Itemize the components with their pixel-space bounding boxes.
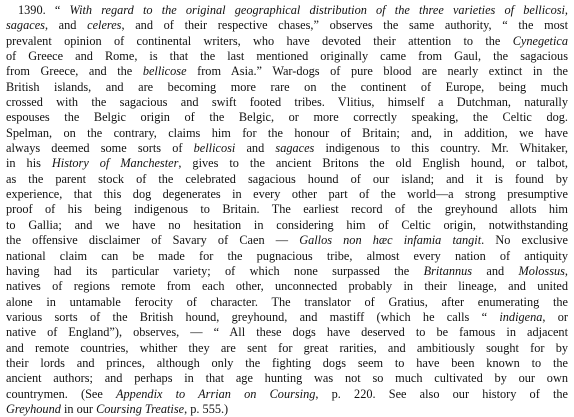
italic-text: Britannus (423, 263, 473, 278)
italic-text: sagaces (6, 18, 45, 33)
text-run: as the parent stock of the celebrated sagacious hound of our island; and it is found by (6, 171, 568, 186)
text-line (6, 387, 568, 402)
text-run: experience, that this dog degenerates in every other part of the world—a strong presumptive (6, 187, 568, 202)
text-run: natives of regions remote from each other, unconnected probably in their lineage, and united (6, 279, 568, 294)
text-run: having had its particular variety; of which none surpassed the (6, 263, 424, 278)
italic-text: With regard to the original geographical distribution of the three varieties of (69, 3, 515, 17)
text-run: “ (54, 3, 70, 17)
text-run: Spelman, on the contrary, claims him for the honour of Britain; and, in addition, we have (6, 125, 568, 140)
text-run (514, 3, 523, 17)
italic-text: Cynegetica (512, 33, 568, 48)
text-run: their lords and princes, although only the fighting dogs seem to have been known to the (6, 355, 568, 370)
text-line (6, 110, 568, 125)
text-line (6, 49, 568, 64)
text-run: British islands, and are becoming more rare on the continent of Europe, being much (6, 79, 568, 94)
text-run: countrymen. (See (6, 386, 117, 401)
text-run: and (235, 141, 276, 156)
text-line (6, 310, 568, 325)
italic-text: Coursing Treatise (96, 401, 185, 416)
text-run: indigenous to this country. Mr. Whitaker, (314, 141, 568, 156)
text-run: various sorts of the British hound, greyhound, and mastiff (which he calls “ (6, 309, 500, 324)
text-line (6, 371, 568, 386)
text-run: ancient authors; and perhaps in that age hunting was not so much cultivated by our own (6, 371, 568, 386)
text-run: national claim can be made for the pugnacious tribe, almost every nation of antiquity (6, 248, 568, 263)
text-run: and remote countries, whither they are sent for great rarities, and ambitiously sought for by (6, 340, 568, 355)
italic-text: Gallos non hæc infamia tangit (299, 233, 482, 248)
text-line (6, 18, 568, 33)
italic-text: sagaces (275, 141, 315, 156)
text-run: , p. 555.) (184, 401, 229, 416)
text-line (6, 279, 568, 294)
text-run: , and of their respective chases,” observes the same authority, “ the most (121, 18, 568, 33)
text-line (6, 341, 568, 356)
text-line (6, 3, 568, 18)
italic-text: Greyhound (6, 401, 61, 416)
text-run: from Asia.” War-dogs of pure blood are nearly extinct in the (186, 64, 568, 79)
text-line (6, 34, 568, 49)
italic-text: bellicose (142, 64, 187, 79)
text-line (6, 356, 568, 371)
text-line (6, 402, 568, 417)
text-run: the offensive disclaimer of Savary of Caen — (6, 233, 300, 248)
text-line (6, 295, 568, 310)
text-line (6, 141, 568, 156)
italic-text: Appendix to Arrian on Coursing (116, 386, 316, 401)
italic-text: indigena (499, 309, 543, 324)
text-run: , gives to the ancient Britons the old English hound, or talbot, (178, 156, 568, 171)
text-line (6, 218, 568, 233)
text-run: , (564, 263, 568, 278)
text-run: of Greece and Rome, is that the last mentioned originally came from Gaul, the sagacious (6, 49, 568, 64)
text-run: from Greece, and the (6, 64, 143, 79)
text-line (6, 233, 568, 248)
text-line (6, 80, 568, 95)
note-number: 1390. (18, 3, 46, 17)
text-run: , and (44, 18, 88, 33)
text-run: alone in untamable ferocity of character. The translator of Gratius, after enumerating the (6, 294, 568, 309)
text-run: . No exclusive (481, 233, 568, 248)
italic-text: bellicosi, (523, 3, 568, 17)
text-run: , or (542, 309, 568, 324)
document-page (6, 3, 569, 416)
text-run: , p. 220. See also our history of the (315, 386, 569, 401)
text-run: and (472, 263, 519, 278)
text-run: espouses the Belgic origin of the Belgic, or more correctly speaking, the Celtic dog. (6, 110, 568, 125)
text-line (6, 187, 568, 202)
text-line (6, 264, 568, 279)
text-run: in our (60, 401, 97, 416)
text-run: always deemed some sorts of (6, 141, 194, 156)
footnote-paragraph (6, 3, 568, 417)
text-run: prevalent opinion of continental writers, who have devoted their attention to the (6, 33, 513, 48)
text-run: crossed with the sagacious and swift footed tribes. Vlitius, himself a Dutchman, naturally (6, 95, 568, 110)
text-line (6, 64, 568, 79)
italic-text: celeres (87, 18, 122, 33)
text-run: native of England”), observes, — “ All these dogs have deserved to be famous in adjacent (6, 325, 568, 340)
text-run: in his (6, 156, 52, 171)
text-line (6, 95, 568, 110)
text-line (6, 202, 568, 217)
text-run: to Gallia; and we have no hesitation in considering him of Celtic origin, notwithstanding (6, 217, 568, 232)
text-line (6, 249, 568, 264)
text-run: proof of his being indigenous to Britain. The earliest record of the greyhound allots him (6, 202, 568, 217)
text-line (6, 325, 568, 340)
italic-text: Molossus (518, 263, 565, 278)
italic-text: History of Manchester (51, 156, 179, 171)
italic-text: bellicosi (193, 141, 236, 156)
text-line (6, 172, 568, 187)
text-line (6, 156, 568, 171)
text-line (6, 126, 568, 141)
